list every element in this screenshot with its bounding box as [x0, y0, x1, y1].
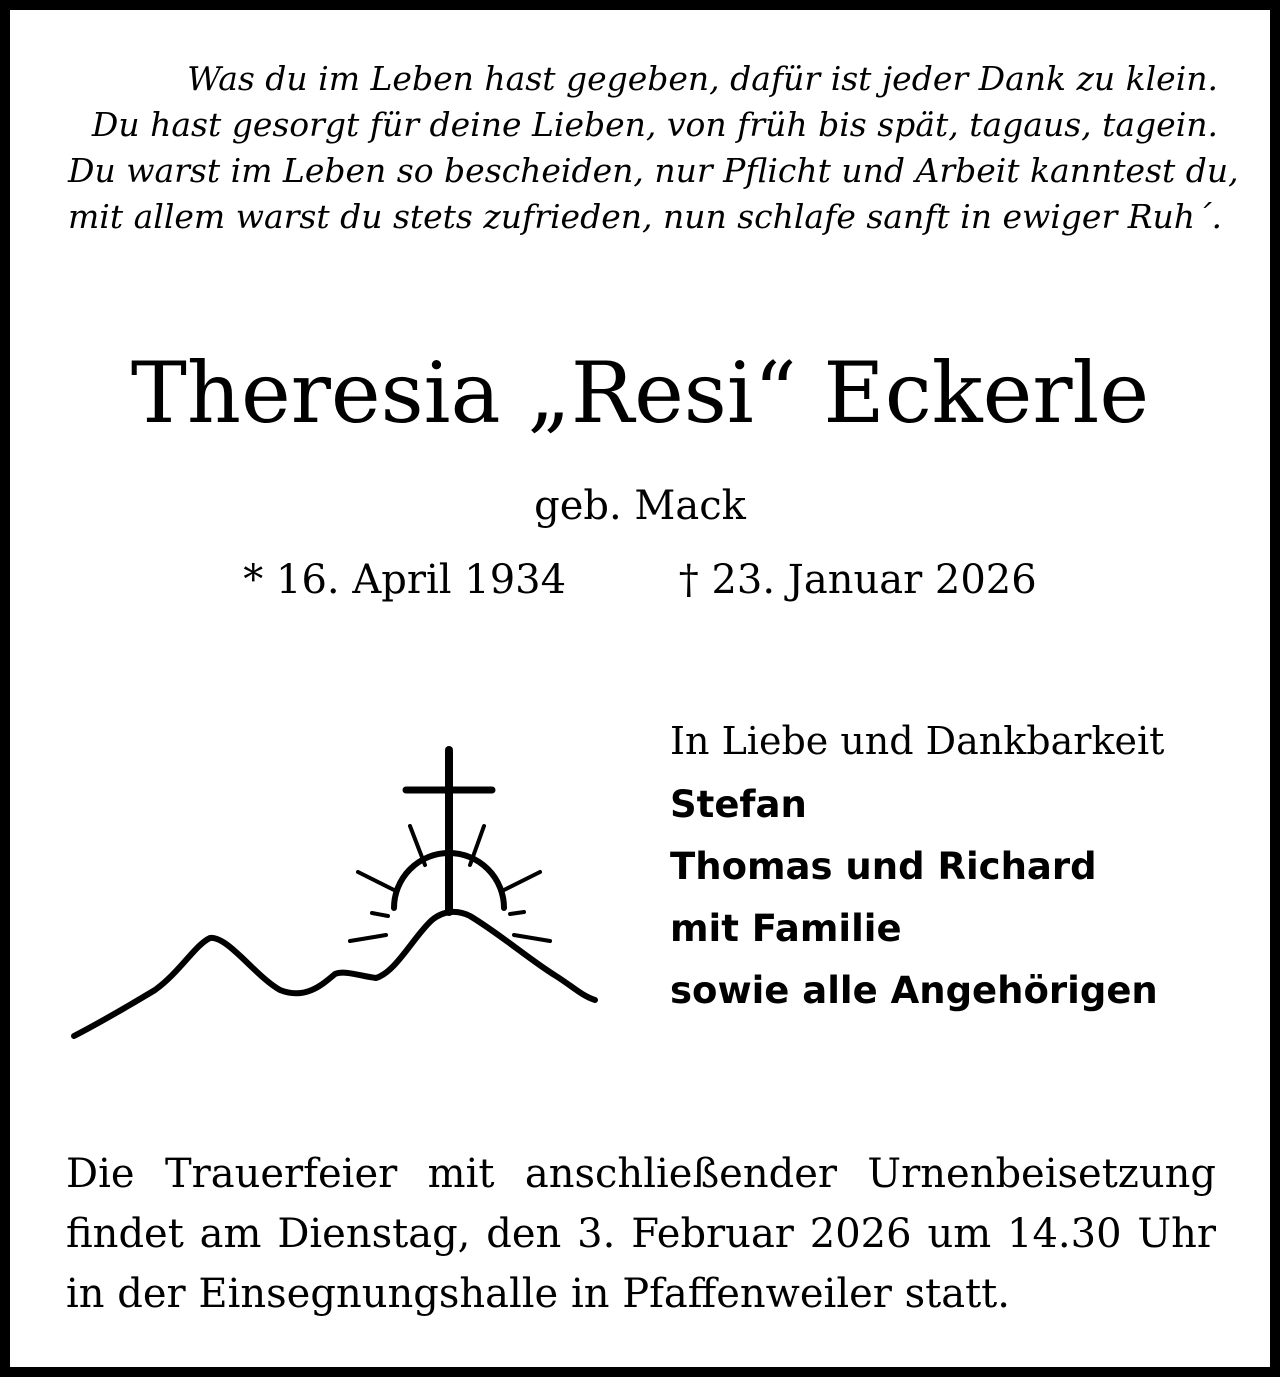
poem-line: Du hast gesorgt für deine Lieben, von früh bis spät, tagaus, tagein.	[91, 105, 1218, 144]
birth-date: * 16. April 1934	[243, 557, 567, 603]
life-dates	[0, 552, 1280, 608]
cross-sunrise-mountains-icon	[60, 740, 620, 1060]
mourner-name: mit Familie	[670, 907, 902, 950]
deceased-name: Theresia „Resi“ Eckerle	[130, 344, 1150, 442]
service-line: findet am Dienstag, den 3. Februar 2026 um 14.30 Uhr	[66, 1211, 1216, 1257]
mourner-name: Thomas und Richard	[670, 845, 1097, 888]
poem	[68, 56, 1239, 240]
mourner-name: Stefan	[670, 783, 807, 826]
poem-line: Was du im Leben hast gegeben, dafür ist jeder Dank zu klein.	[187, 59, 1218, 98]
poem-line: Du warst im Leben so bescheiden, nur Pflicht und Arbeit kanntest du,	[68, 151, 1239, 190]
mourners-intro: In Liebe und Dankbarkeit	[670, 719, 1165, 763]
service-line: in der Einsegnungshalle in Pfaffenweiler statt.	[66, 1271, 1010, 1317]
poem-line: mit allem warst du stets zufrieden, nun schlafe sanft in ewiger Ruh´.	[68, 197, 1223, 236]
service-line: Die Trauerfeier mit anschließender Urnenbeisetzung	[66, 1151, 1216, 1197]
service-info	[66, 1144, 1216, 1324]
mourners-block	[670, 712, 1250, 1022]
birth-name: geb. Mack	[534, 483, 746, 529]
mourner-name: sowie alle Angehörigen	[670, 969, 1158, 1012]
death-date: † 23. Januar 2026	[678, 557, 1037, 603]
